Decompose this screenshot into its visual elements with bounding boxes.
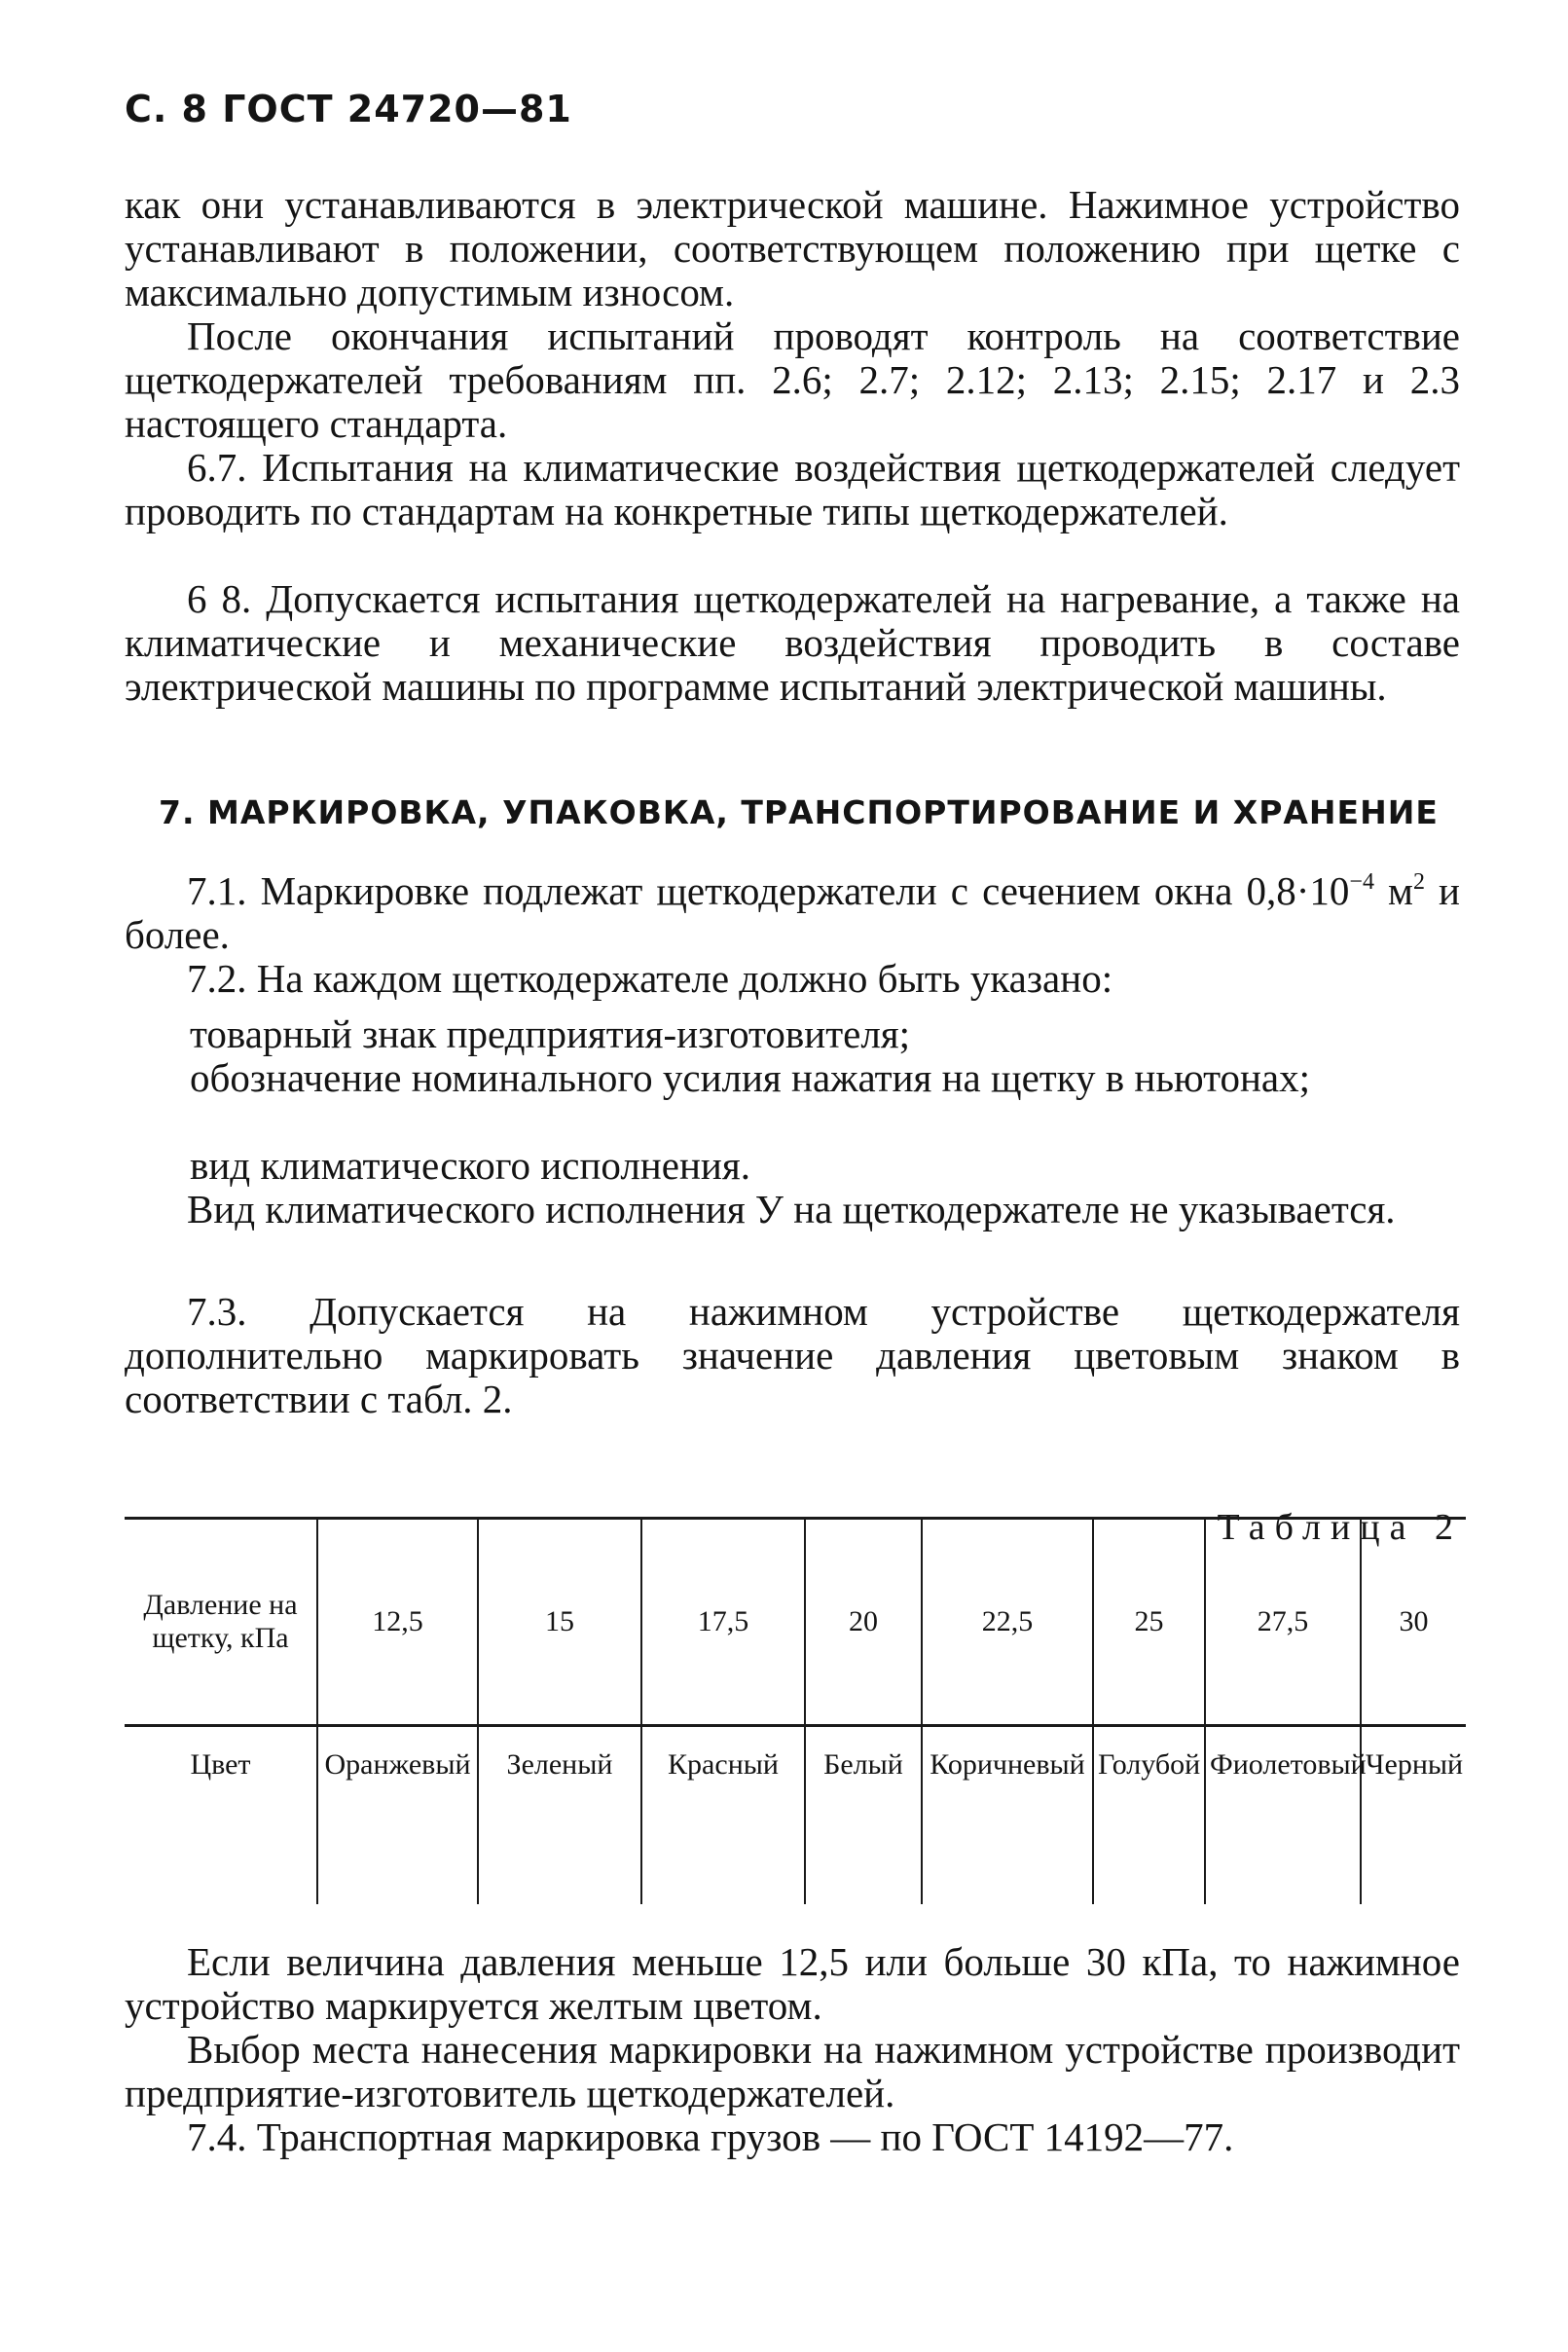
list-item-trademark: товарный знак предприятия-изготовителя; bbox=[190, 1011, 911, 1056]
unit-exponent: 2 bbox=[1412, 869, 1425, 895]
table-cell-pressure: 30 bbox=[1361, 1519, 1466, 1726]
paragraph-7-2: 7.2. На каждом щеткодержателе должно быть указано: bbox=[187, 956, 1113, 1001]
paragraph-7-1 bbox=[125, 869, 1460, 957]
table-cell-pressure: 20 bbox=[805, 1519, 922, 1726]
paragraph-control-after-tests: После окончания испытаний проводят контроль на соответствие щеткодержателей требованиям пп. 2.6; 2.7; 2.12; 2.13; 2.15; 2.17 и 2.3 настоящего стандарта. bbox=[125, 313, 1460, 446]
unit: м bbox=[1373, 868, 1413, 913]
paragraph-continuation: как они устанавливаются в электрической машине. Нажимное устройство устанавливают в положении, соответствующем положению при щетке с максимально допустимым износом. bbox=[125, 182, 1460, 314]
table-row-color bbox=[125, 1726, 1466, 1905]
paragraph-yellow-marking: Если величина давления меньше 12,5 или больше 30 кПа, то нажимное устройство маркируется желтым цветом. bbox=[125, 1939, 1460, 2028]
paragraph-6-7: 6.7. Испытания на климатические воздействия щеткодержателей следует проводить по стандартам на конкретные типы щеткодержателей. bbox=[125, 445, 1460, 533]
row-header-color: Цвет bbox=[190, 1748, 251, 1781]
table-cell-color: Зеленый bbox=[478, 1726, 641, 1905]
paragraph-marking-place: Выбор места нанесения маркировки на нажимном устройстве производит предприятие-изготовитель щеткодержателей. bbox=[125, 2027, 1460, 2115]
table-cell-pressure: 27,5 bbox=[1205, 1519, 1361, 1726]
table-cell-color: Голубой bbox=[1093, 1726, 1205, 1905]
table-cell-pressure: 17,5 bbox=[641, 1519, 805, 1726]
table-cell-color: Фиолетовый bbox=[1205, 1726, 1361, 1905]
paragraph-7-4: 7.4. Транспортная маркировка грузов — по ГОСТ 14192—77. bbox=[187, 2114, 1234, 2159]
table-cell-color: Коричневый bbox=[922, 1726, 1093, 1905]
list-item-nominal-force: обозначение номинального усилия нажатия на щетку в ньютонах; bbox=[190, 1055, 1311, 1100]
section-7-title: 7. МАРКИРОВКА, УПАКОВКА, ТРАНСПОРТИРОВАНИЕ И ХРАНЕНИЕ bbox=[159, 793, 1439, 831]
page-header: С. 8 ГОСТ 24720—81 bbox=[125, 88, 572, 130]
table-cell-pressure: 25 bbox=[1093, 1519, 1205, 1726]
table-caption: Таблица 2 bbox=[1217, 1507, 1463, 1548]
paragraph-7-1-text: 7.1. Маркировке подлежат щеткодержатели с сечением окна 0,8·10 bbox=[187, 868, 1350, 913]
paragraph-climatic-note: Вид климатического исполнения У на щеткодержателе не указывается. bbox=[187, 1187, 1396, 1231]
table-cell-pressure: 12,5 bbox=[317, 1519, 478, 1726]
table-cell-color: Красный bbox=[641, 1726, 805, 1905]
table-cell-color: Оранжевый bbox=[317, 1726, 478, 1905]
paragraph-7-3: 7.3. Допускается на нажимном устройстве щеткодержателя дополнительно маркировать значение давления цветовым знаком в соответствии с табл. 2. bbox=[125, 1289, 1460, 1421]
list-item-climatic: вид климатического исполнения. bbox=[190, 1143, 750, 1188]
table-cell-color: Черный bbox=[1361, 1726, 1466, 1905]
paragraph-7-1-tail: и более. bbox=[125, 868, 1460, 957]
table-cell-pressure: 22,5 bbox=[922, 1519, 1093, 1726]
paragraph-6-8: 6 8. Допускается испытания щеткодержателей на нагревание, а также на климатические и механические воздействия проводить в составе электрической машины по программе испытаний электрической машины. bbox=[125, 576, 1460, 709]
exponent: −4 bbox=[1349, 869, 1374, 895]
table-row-pressure bbox=[125, 1519, 1466, 1726]
row-header-pressure: Давление на щетку, кПа bbox=[125, 1519, 317, 1726]
table-2 bbox=[125, 1517, 1466, 1904]
table-cell-pressure: 15 bbox=[478, 1519, 641, 1726]
table-cell-color: Белый bbox=[805, 1726, 922, 1905]
